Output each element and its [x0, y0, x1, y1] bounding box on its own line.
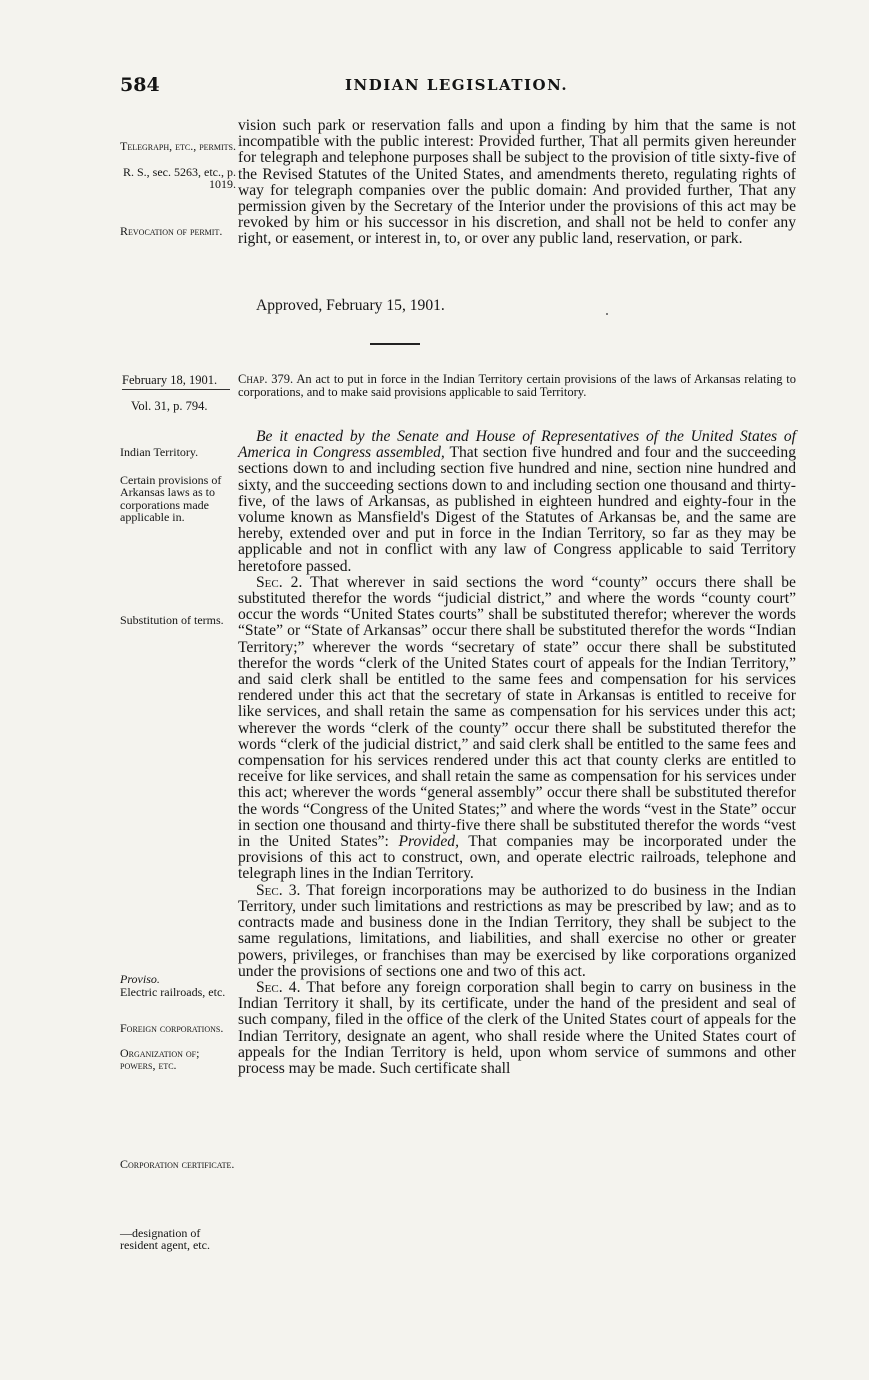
section-4-label: Sec. 4.	[256, 978, 301, 996]
margin-note-revocation: Revocation of permit.	[120, 224, 223, 238]
margin-note-designation: —designation of resident agent, etc.	[120, 1226, 210, 1253]
section-1-paragraph	[238, 429, 796, 575]
section-2-text: That wherever in said sections the word “county” occurs there shall be substituted therefor the words “judicial district,” and where the words “county court” occur the words “United States courts” shall be substituted therefor; wherever the words “State” or “State of Arkansas” occur there shall be substituted therefor the words “Indian Territory;” wherever the words “secretary of state” occur there shall be substituted therefor the words “clerk of the United States court of appeals for the Indian Territory,” and said clerk shall be entitled to the same fees and compensation for his services rendered under this act that the secretary of state in Arkansas is entitled to receive for like services, and shall retain the same as compensation for his services under this act; wherever the words “clerk of the county” occur there shall be substituted therefor the words “clerk of the judicial district,” and said clerk shall be entitled to the same fees and compensation for his services rendered under this act that county clerks are entitled to receive for like services, and shall retain the same as compensation for his services under this act; wherever the words “general assembly” occur there shall be substituted therefor the words “Congress of the United States;” and where the words “vest in the State” occur in section one thousand and thirty-five there shall be substituted therefor the words “vest in the United States”:	[238, 573, 796, 851]
proviso-keyword: Provided,	[398, 833, 459, 851]
section-4-paragraph	[238, 980, 796, 1077]
page-header	[120, 74, 796, 104]
margin-note-organization: Organization of; powers, etc.	[120, 1046, 200, 1073]
act-body	[238, 429, 796, 1077]
margin-note-foreign-corporations: Foreign corporations.	[120, 1021, 224, 1035]
section-2-label: Sec. 2.	[256, 573, 303, 591]
section-1-text: That section five hundred and four and the succeeding sections down to and including section five hundred and nine, section nine hundred and sixty, and the succeeding sections down to and including section one thousand and thirty-five, of the laws of Arkansas, as published in eighteen hundred and eighty-four in the volume known as Mansfield's Digest of the Statutes of Arkansas be, and the same are hereby, extended over and put in force in the Indian Territory, so far as they may be applicable and not in conflict with any law of Congress applicable to said Territory heretofore passed.	[238, 444, 796, 575]
margin-note-electric: Electric railroads, etc.	[120, 985, 226, 999]
section-3-text: That foreign incorporations may be authorized to do business in the Indian Territory, under such limitations and restrictions as may be prescribed by law; and as to contracts made and business done in the Indian Territory, they shall be subject to the same regulations, limitations, and liabilities, and shall exercise no other or greater powers, privileges, or franchises than may be exercised by like corporations organized under the provisions of sections one and two of this act.	[238, 881, 796, 980]
chapter-title	[238, 373, 796, 399]
section-4-text: That before any foreign corporation shall begin to carry on business in the Indian Territory it shall, by its certificate, under the hand of the president and seal of such company, filed in the office of the clerk of the United States court of appeals for the Indian Territory, designate an agent, who shall reside where the United States court of appeals for the Indian Territory is held, upon whom service of summons and other process may be made. Such certificate shall	[238, 978, 796, 1077]
chapter-date-rule	[122, 389, 230, 390]
running-head: INDIAN LEGISLATION.	[345, 76, 569, 94]
chapter-date: February 18, 1901.	[122, 373, 218, 387]
chapter-volume: Vol. 31, p. 794.	[131, 399, 208, 413]
margin-note-substitution: Substitution of terms.	[120, 613, 224, 627]
section-2-paragraph	[238, 575, 796, 883]
chapter-label: Chap. 379.	[238, 372, 294, 386]
stray-mark	[606, 313, 608, 315]
margin-note-indian-territory: Indian Territory.	[120, 445, 199, 459]
section-3-label: Sec. 3.	[256, 881, 301, 899]
margin-note-certain-provisions: Certain provisions of Arkansas laws as to corporations made applicable in.	[120, 473, 222, 525]
margin-note-rs-citation: R. S., sec. 5263, etc., p. 1019.	[123, 165, 236, 192]
margin-note-proviso: Proviso.	[120, 972, 160, 986]
approved-line: Approved, February 15, 1901.	[256, 297, 445, 314]
page-number: 584	[120, 74, 160, 96]
margin-note-telegraph: Telegraph, etc., permits.	[120, 139, 237, 153]
section-2-proviso-text: That companies may be incorporated under the provisions of this act to construct, own, and operate electric railroads, telephone and telegraph lines in the Indian Territory.	[238, 833, 796, 883]
section-3-paragraph	[238, 883, 796, 980]
enacting-clause: Be it enacted by the Senate and House of Representatives of the United States of America in Congress assembled,	[238, 428, 796, 462]
margin-note-corporation-certificate: Corporation certificate.	[120, 1157, 235, 1171]
separator-rule	[370, 343, 420, 345]
continuation-paragraph: vision such park or reservation falls and upon a finding by him that the same is not incompatible with the public interest: Provided further, That all permits given hereunder for telegraph and telephone purposes shall be subject to the provision of title sixty-five of the Revised Statutes of the United States, and amendments thereto, regulating rights of way for telegraph companies over the public domain: And provided further, That any permission given by the Secretary of the Interior under the provisions of this act may be revoked by him or his successor in his discretion, and shall not be held to confer any right, or easement, or interest in, to, or over any public land, reservation, or park.	[238, 117, 796, 248]
chapter-title-text: An act to put in force in the Indian Territory certain provisions of the laws of Arkansas relating to corporations, and to make said provisions applicable to said Territory.	[238, 372, 797, 399]
continuation-text-block	[238, 118, 796, 248]
